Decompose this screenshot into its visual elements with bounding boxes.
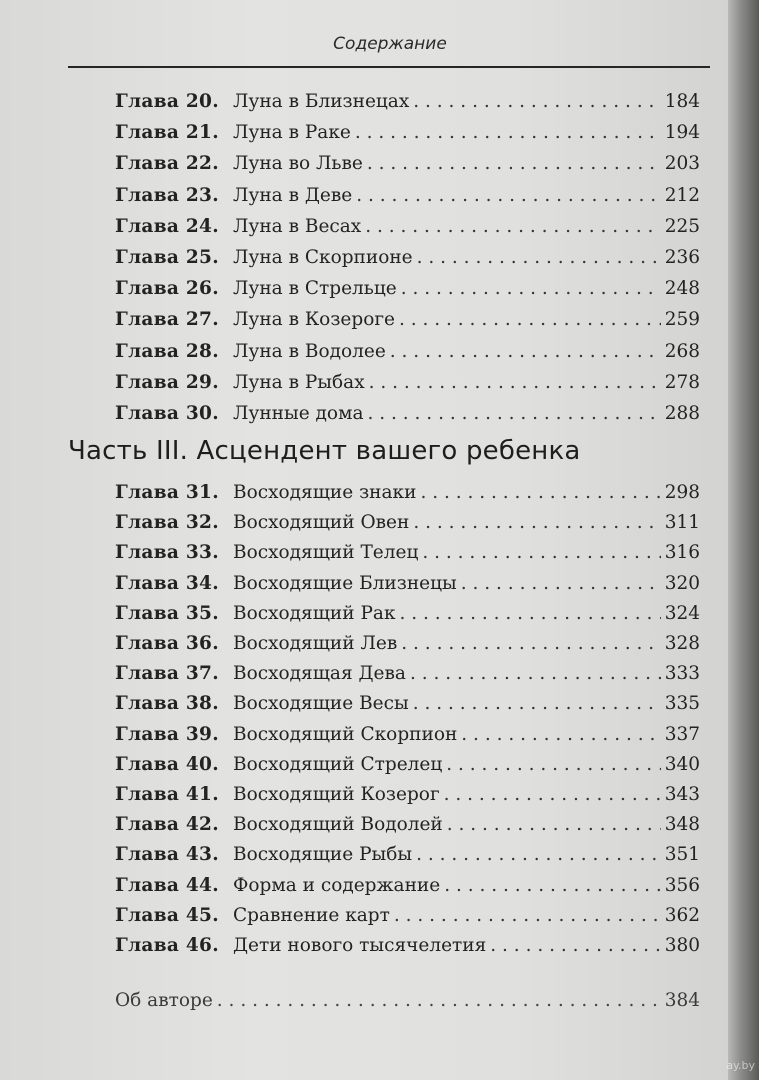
chapter-page-number: 203 [664, 153, 700, 175]
chapter-page-number: 348 [664, 814, 700, 836]
chapter-number: Глава 37. [115, 663, 219, 685]
dot-leader [401, 630, 660, 658]
dot-leader [422, 539, 660, 567]
dot-leader [367, 150, 661, 178]
chapter-number: Глава 25. [115, 247, 219, 268]
chapter-title: Лунные дома [233, 403, 364, 424]
chapter-page-number: 288 [664, 403, 700, 424]
chapter-page-number: 311 [664, 512, 700, 534]
chapter-page-number: 225 [664, 215, 700, 237]
page-edge [728, 0, 759, 1080]
chapter-number: Глава 44. [115, 874, 219, 896]
chapter-number: Глава 29. [115, 371, 219, 393]
chapter-page-number: 298 [664, 482, 700, 503]
chapter-page-number: 335 [664, 693, 700, 715]
chapter-number: Глава 36. [115, 633, 219, 654]
dot-leader [356, 182, 660, 210]
chapter-page-number: 333 [664, 663, 700, 685]
toc-entry [115, 690, 700, 718]
toc-entry [115, 88, 700, 116]
dot-leader [355, 119, 661, 147]
toc-entry [115, 600, 700, 628]
chapter-title: Дети нового тысячелетия [233, 935, 487, 956]
toc-entry [115, 182, 700, 210]
toc-entry [115, 479, 700, 507]
chapter-number: Глава 31. [115, 482, 219, 503]
chapter-title: Восходящий Телец [233, 542, 419, 564]
chapter-page-number: 212 [664, 184, 700, 206]
chapter-page-number: 380 [664, 935, 700, 956]
toc-entry [115, 751, 700, 779]
toc-entry [115, 660, 700, 688]
chapter-title: Луна в Весах [233, 215, 362, 237]
dot-leader [369, 369, 661, 397]
running-head: Содержание [333, 34, 447, 54]
header-rule [68, 66, 710, 68]
chapter-number: Глава 30. [115, 403, 219, 424]
toc-entry [115, 841, 700, 869]
dot-leader [444, 781, 661, 809]
chapter-number: Глава 41. [115, 784, 219, 805]
chapter-title: Восходящий Козерог [233, 784, 440, 805]
about-author-entry [115, 990, 700, 1011]
part-heading: Часть III. Асцендент вашего ребенка [68, 436, 581, 466]
chapter-number: Глава 32. [115, 512, 219, 534]
chapter-page-number: 236 [664, 247, 700, 268]
toc-entry [115, 570, 700, 598]
chapter-number: Глава 20. [115, 91, 219, 112]
chapter-page-number: 356 [664, 874, 700, 896]
chapter-title: Восходящий Стрелец [233, 753, 443, 775]
dot-leader [399, 306, 661, 334]
chapter-number: Глава 34. [115, 572, 219, 594]
chapter-number: Глава 43. [115, 844, 219, 866]
chapter-title: Восходящий Скорпион [233, 723, 458, 745]
chapter-page-number: 343 [664, 784, 700, 805]
toc-entry [115, 306, 700, 334]
chapter-title: Луна в Деве [233, 184, 353, 206]
chapter-number: Глава 23. [115, 184, 219, 206]
dot-leader [446, 751, 660, 779]
toc-entry [115, 275, 700, 303]
toc-entry [115, 213, 700, 241]
chapter-title: Восходящие знаки [233, 482, 417, 503]
entry-title: Об авторе [115, 990, 213, 1011]
toc-entry [115, 150, 700, 178]
chapter-page-number: 184 [664, 91, 700, 112]
dot-leader [400, 600, 661, 628]
chapter-page-number: 194 [664, 122, 700, 144]
dot-leader [413, 690, 661, 718]
chapter-title: Луна в Рыбах [233, 371, 365, 393]
chapter-number: Глава 35. [115, 602, 219, 624]
chapter-page-number: 351 [664, 844, 700, 866]
chapter-page-number: 278 [664, 371, 700, 393]
chapter-title: Луна во Льве [233, 153, 363, 175]
chapter-title: Восходящий Водолей [233, 814, 443, 836]
chapter-page-number: 248 [664, 278, 700, 300]
dot-leader [444, 872, 661, 900]
chapter-number: Глава 27. [115, 309, 219, 331]
chapter-title: Луна в Водолее [233, 340, 386, 362]
dot-leader [461, 570, 661, 598]
toc-entry [115, 119, 700, 147]
dot-leader [461, 721, 660, 749]
chapter-page-number: 268 [664, 340, 700, 362]
chapter-title: Восходящие Весы [233, 693, 409, 715]
toc-entry [115, 509, 700, 537]
chapter-title: Восходящий Лев [233, 633, 398, 654]
chapter-page-number: 316 [664, 542, 700, 564]
chapter-page-number: 259 [664, 309, 700, 331]
chapter-title: Луна в Козероге [233, 309, 395, 331]
dot-leader [413, 88, 660, 116]
chapter-title: Восходящие Рыбы [233, 844, 413, 866]
chapter-page-number: 337 [664, 723, 700, 745]
watermark: ay.by [726, 1059, 755, 1072]
chapter-title: Луна в Раке [233, 122, 351, 144]
chapter-title: Восходящие Близнецы [233, 572, 457, 594]
chapter-title: Сравнение карт [233, 904, 390, 926]
toc-entry [115, 811, 700, 839]
chapter-page-number: 362 [664, 904, 700, 926]
dot-leader [394, 902, 661, 930]
dot-leader [217, 990, 661, 1011]
chapter-page-number: 328 [664, 633, 700, 654]
toc-entry [115, 539, 700, 567]
dot-leader [368, 400, 661, 428]
chapter-page-number: 324 [664, 602, 700, 624]
toc-entry [115, 630, 700, 658]
chapter-number: Глава 22. [115, 153, 219, 175]
dot-leader [490, 932, 660, 960]
dot-leader [447, 811, 661, 839]
dot-leader [390, 338, 661, 366]
dot-leader [413, 509, 660, 537]
dot-leader [420, 479, 660, 507]
chapter-title: Восходящий Рак [233, 602, 396, 624]
dot-leader [401, 275, 661, 303]
chapter-number: Глава 33. [115, 542, 219, 564]
chapter-title: Восходящая Дева [233, 663, 406, 685]
toc-entry [115, 902, 700, 930]
chapter-number: Глава 45. [115, 904, 219, 926]
chapter-number: Глава 21. [115, 122, 219, 144]
chapter-number: Глава 46. [115, 935, 219, 956]
toc-entry [115, 781, 700, 809]
chapter-title: Луна в Близнецах [233, 91, 410, 112]
chapter-number: Глава 26. [115, 278, 219, 300]
toc-entry [115, 932, 700, 960]
chapter-number: Глава 39. [115, 723, 219, 745]
chapter-title: Луна в Стрельце [233, 278, 397, 300]
chapter-page-number: 320 [664, 572, 700, 594]
toc-entry [115, 400, 700, 428]
dot-leader [365, 213, 660, 241]
toc-entry [115, 244, 700, 272]
chapter-number: Глава 38. [115, 693, 219, 715]
chapter-title: Форма и содержание [233, 874, 441, 896]
chapter-title: Луна в Скорпионе [233, 247, 413, 268]
toc-entry [115, 369, 700, 397]
chapter-number: Глава 42. [115, 814, 219, 836]
dot-leader [410, 660, 661, 688]
chapter-number: Глава 24. [115, 215, 219, 237]
dot-leader [416, 841, 661, 869]
dot-leader [417, 244, 661, 272]
chapter-number: Глава 40. [115, 753, 219, 775]
entry-page-number: 384 [664, 990, 700, 1011]
toc-entry [115, 721, 700, 749]
chapter-page-number: 340 [664, 753, 700, 775]
toc-entry [115, 338, 700, 366]
chapter-title: Восходящий Овен [233, 512, 410, 534]
toc-entry [115, 872, 700, 900]
chapter-number: Глава 28. [115, 340, 219, 362]
